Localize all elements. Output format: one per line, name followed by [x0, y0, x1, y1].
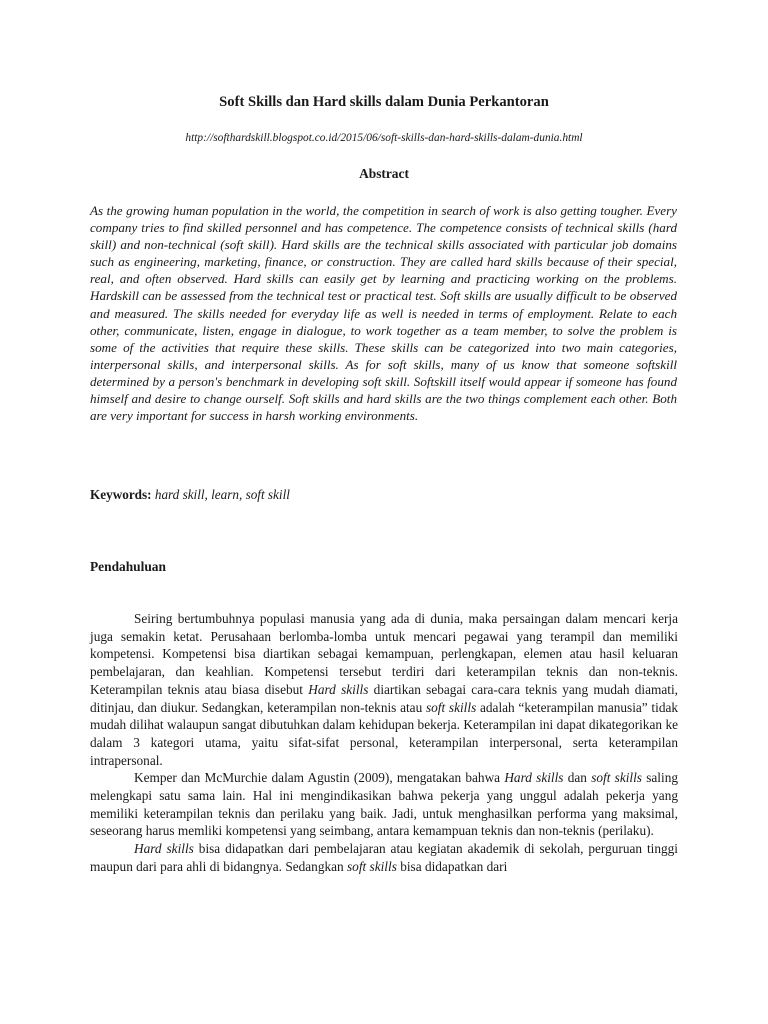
paragraph-3-term-soft-skills: soft skills	[347, 858, 397, 874]
document-title: Soft Skills dan Hard skills dalam Dunia Perkantoran	[219, 94, 549, 110]
paragraph-3	[90, 840, 678, 875]
keywords-line	[90, 487, 677, 503]
paragraph-1-term-hard-skills: Hard skills	[308, 681, 369, 697]
paragraph-2-text: saling melengkapi satu sama lain. Hal ini mengindikasikan bahwa pekerja yang unggul adalah pekerja yang memiliki keterampilan teknis dan perilaku yang baik. Jadi, untuk menghasilkan performa yang maksimal, seseorang harus memliki kompetensi yang seimbang, antara kemampuan teknis dan non-teknis (perilaku).	[90, 770, 678, 839]
paragraph-3-text: bisa didapatkan dari pembelajaran atau kegiatan akademik di sekolah, perguruan tinggi maupun dari para ahli di bidangnya. Sedangkan	[90, 841, 678, 874]
keywords-label: Keywords:	[90, 487, 152, 502]
paragraph-1-text: Seiring bertumbuhnya populasi manusia yang ada di dunia, maka persaingan dalam mencari kerja juga semakin ketat. Perusahaan berlomba-lomba untuk mencari pegawai yang terampil dan memiliki kompetensi. Kompetensi bisa diartikan sebagai kemampuan, perlengkapan, elemen atau hasil keluaran pembelajaran, dan keahlian. Kompetensi tersebut terdiri dari keterampilan teknis dan non-teknis. Keterampilan teknis atau biasa disebut	[90, 611, 678, 697]
paragraph-2-text: dan	[563, 770, 592, 786]
paragraph-2-text: Kemper dan McMurchie dalam Agustin (2009), mengatakan bahwa	[134, 770, 505, 786]
paragraph-3-term-hard-skills: Hard skills	[134, 841, 194, 857]
paragraph-2-term-hard-skills: Hard skills	[504, 770, 564, 786]
source-url: http://softhardskill.blogspot.co.id/2015/06/soft-skills-dan-hard-skills-dalam-dunia.html	[185, 132, 583, 144]
keywords-value: hard skill, learn, soft skill	[154, 487, 290, 502]
paragraph-1-text: diartikan sebagai cara-cara teknis yang mudah diamati, ditinjau, dan diukur. Sedangkan, keterampilan non-teknis atau	[90, 681, 678, 715]
abstract-heading: Abstract	[359, 166, 409, 181]
paragraph-2	[90, 769, 678, 840]
paragraph-1-term-soft-skills: soft skills	[425, 699, 477, 715]
paragraph-1-text: adalah “keterampilan manusia” tidak mudah dilihat walaupun sangat dibutuhkan dalam kehidupan bekerja. Keterampilan ini dapat dikategorikan ke dalam 3 kategori utama, yaitu sifat-sifat personal, keterampilan interpersonal, serta keterampilan intrapersonal.	[90, 699, 679, 768]
abstract-body: As the growing human population in the world, the competition in search of work is also getting tougher. Every company tries to find skilled personnel and has competence. The competence consists of technical skills (hard skill) and non-technical (soft skill). Hard skills are the technical skills associated with particular job domains such as engineering, marketing, finance, or construction. They are called hard skills because of their special, real, and often observed. Hard skills can easily get by learning and practicing working on the problems. Hardskill can be assessed from the technical test or practical test. Soft skills are usually difficult to be observed and measured. The skills needed for everyday life as well is needed in terms of employment. Relate to each other, communicate, listen, engage in dialogue, to work together as a team member, to solve the problem is some of the activities that require these skills. These skills can be categorized into two main categories, interpersonal skills, and interpersonal skills. As for soft skills, many of us know that someone softskill determined by a person's benchmark in developing soft skill. Softskill itself would appear if someone has found himself and desire to change ourself. Soft skills and hard skills are the two things complement each other. Both are very important for success in harsh working environments.	[90, 203, 677, 424]
paragraph-1	[90, 610, 678, 769]
section-heading-pendahuluan: Pendahuluan	[90, 559, 166, 574]
paragraph-3-text: bisa didapatkan dari	[396, 858, 508, 874]
paragraph-2-term-soft-skills: soft skills	[591, 770, 642, 786]
section-body	[90, 610, 678, 876]
